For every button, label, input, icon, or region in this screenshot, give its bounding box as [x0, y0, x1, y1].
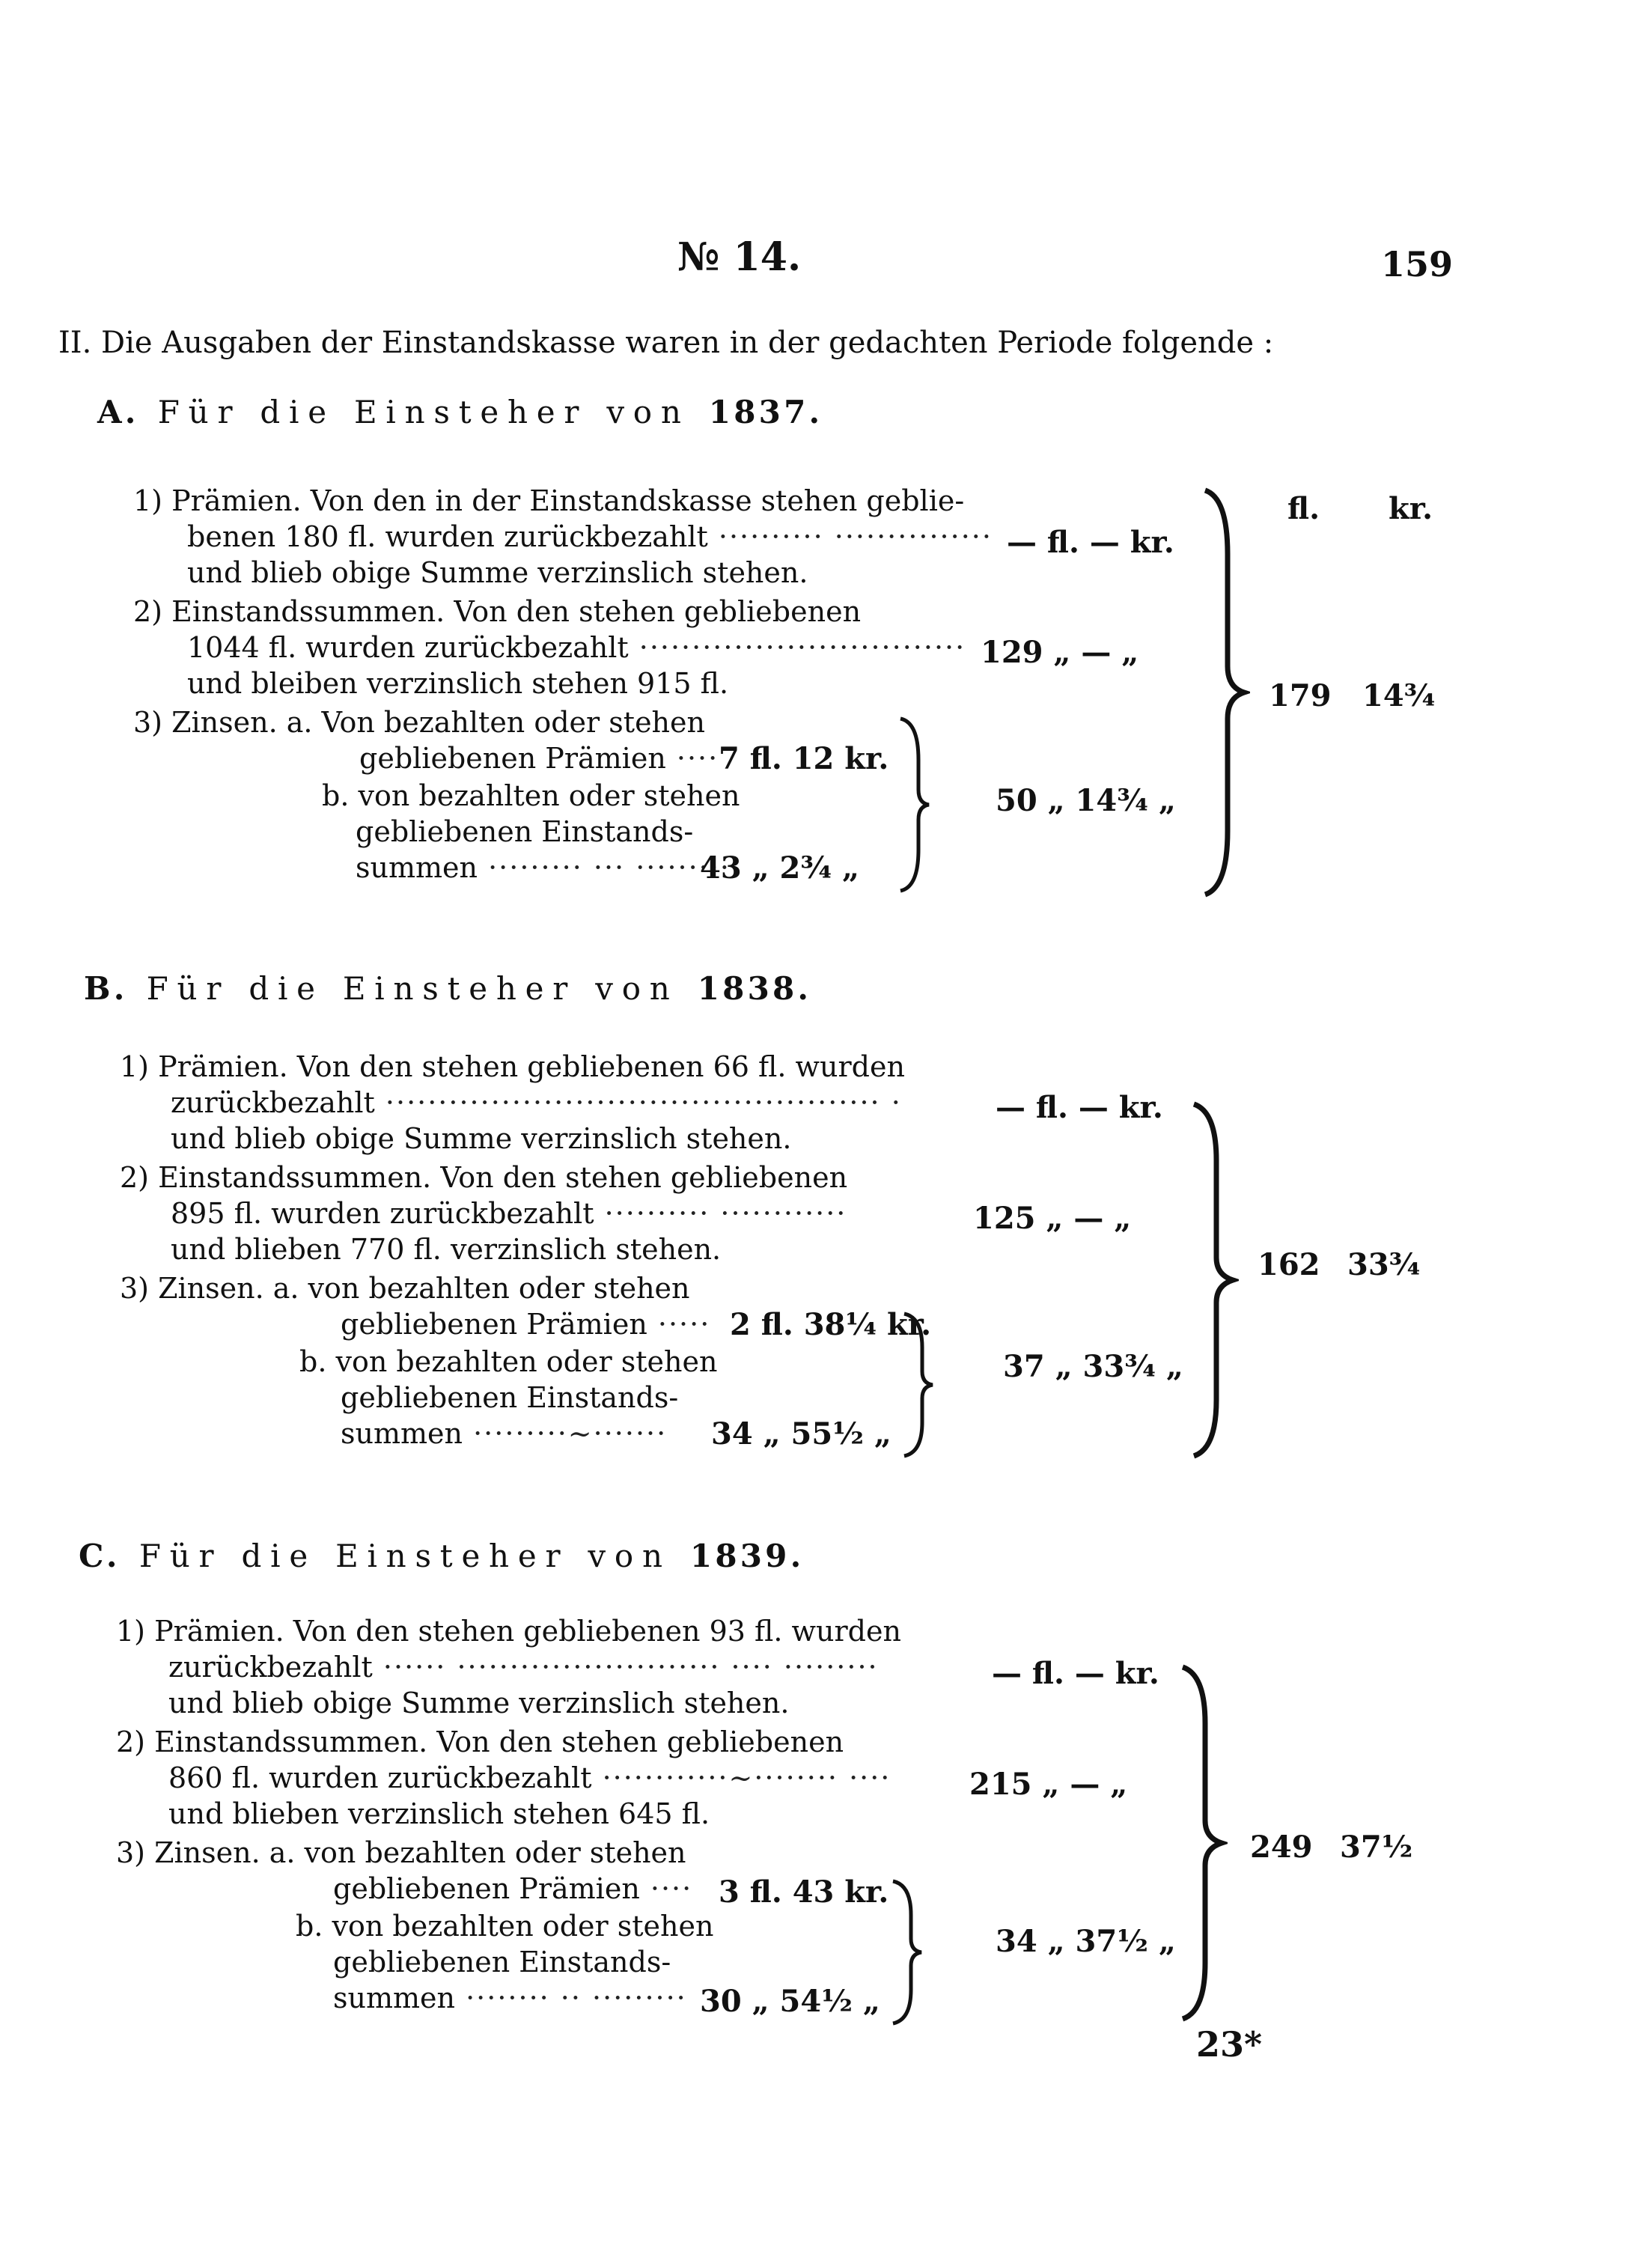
line: und blieb obige Summe verzinslich stehen. [168, 1687, 790, 1719]
line: und blieb obige Summe verzinslich stehen. [187, 556, 808, 589]
line: gebliebenen Prämien ····· [341, 1308, 711, 1341]
column-amount-3: 50 „ 14¾ „ [996, 783, 1176, 818]
line: 860 fl. wurden zurückbezahlt ············~········ ···· [168, 1761, 891, 1794]
sub-amount-b: 30 „ 54½ „ [700, 1984, 880, 2019]
total-fl: 179 [1269, 678, 1332, 713]
section-letter: C. [79, 1538, 121, 1574]
column-amount-1: — fl. — kr. [992, 1656, 1159, 1691]
total-kr: 37½ [1340, 1830, 1413, 1865]
line: und blieben 770 fl. verzinslich stehen. [171, 1233, 722, 1266]
line: gebliebenen Einstands- [333, 1946, 671, 1979]
line: 1044 fl. wurden zurückbezahlt ······························· [187, 631, 966, 664]
gazette-number: № 14. [677, 234, 802, 280]
line: 3) Zinsen. a. von bezahlten oder stehen [120, 1272, 690, 1305]
section-title-text: Für die Einsteher von [157, 394, 690, 430]
sub-amount-b: 43 „ 2¾ „ [700, 850, 860, 886]
column-amount-2: 125 „ — „ [973, 1201, 1132, 1236]
line: 1) Prämien. Von den stehen gebliebenen 93 fl. wurden [116, 1615, 901, 1648]
line: gebliebenen Einstands- [341, 1381, 679, 1414]
column-amount-3: 37 „ 33¾ „ [1003, 1349, 1183, 1384]
section-title [84, 970, 812, 1007]
total-fl: 162 [1258, 1247, 1320, 1282]
section-title [79, 1538, 805, 1574]
total-brace [1175, 1663, 1228, 2023]
total-header-kr: kr. [1389, 491, 1433, 526]
line: b. von bezahlten oder stehen [299, 1345, 718, 1378]
total-brace [1198, 487, 1250, 898]
line: und blieben verzinslich stehen 645 fl. [168, 1797, 710, 1830]
line: summen ········· ··· ········· [356, 851, 731, 884]
section-year: 1837. [708, 394, 823, 430]
intro-line: II. Die Ausgaben der Einstandskasse waren in der gedachten Periode folgende : [58, 326, 1274, 360]
line: und blieb obige Summe verzinslich stehen. [171, 1122, 792, 1155]
section-title-text: Für die Einsteher von [146, 970, 679, 1007]
sub-amount-a: 2 fl. 38¼ kr. [730, 1307, 932, 1342]
column-amount-2: 129 „ — „ [981, 635, 1139, 670]
line: 2) Einstandssummen. Von den stehen gebliebenen [120, 1161, 848, 1194]
line: zurückbezahlt ······ ························· ···· ········· [168, 1651, 879, 1684]
line: gebliebenen Einstands- [356, 815, 694, 848]
section-year: 1838. [697, 970, 812, 1007]
column-amount-1: — fl. — kr. [996, 1090, 1163, 1125]
column-amount-3: 34 „ 37½ „ [996, 1924, 1176, 1959]
line: zurückbezahlt ··············································· · [171, 1086, 902, 1119]
section-year: 1839. [689, 1538, 805, 1574]
page-number: 159 [1381, 244, 1454, 284]
line: 1) Prämien. Von den in der Einstandskasse stehen geblie- [133, 484, 965, 517]
line: 1) Prämien. Von den stehen gebliebenen 66 fl. wurden [120, 1050, 905, 1083]
total-kr: 14¾ [1362, 678, 1436, 713]
total-header-fl: fl. [1287, 491, 1320, 526]
line: 3) Zinsen. a. Von bezahlten oder stehen [133, 706, 705, 739]
section-letter: A. [97, 394, 139, 430]
line: und bleiben verzinslich stehen 915 fl. [187, 667, 729, 700]
signature-mark: 23* [1196, 2024, 1263, 2065]
column-amount-2: 215 „ — „ [969, 1767, 1128, 1802]
section-letter: B. [84, 970, 128, 1007]
sub-amount-a: 7 fl. 12 kr. [719, 741, 889, 776]
line: summen ········ ·· ········· [333, 1981, 687, 2014]
line: b. von bezahlten oder stehen [322, 779, 740, 812]
sub-brace [898, 1310, 936, 1460]
column-amount-1: — fl. — kr. [1007, 525, 1174, 560]
line: benen 180 fl. wurden zurückbezahlt ·········· ··············· [187, 520, 993, 553]
line: 3) Zinsen. a. von bezahlten oder stehen [116, 1836, 686, 1869]
total-fl: 249 [1250, 1830, 1313, 1865]
line: 895 fl. wurden zurückbezahlt ·········· ············ [171, 1197, 847, 1230]
section-title-text: Für die Einsteher von [138, 1538, 671, 1574]
line: gebliebenen Prämien ···· [359, 742, 719, 775]
sub-brace [894, 715, 932, 895]
line: gebliebenen Prämien ···· [333, 1872, 693, 1905]
total-kr: 33¾ [1347, 1247, 1421, 1282]
section-title [97, 394, 823, 430]
total-brace [1186, 1100, 1239, 1460]
line: 2) Einstandssummen. Von den stehen gebliebenen [116, 1725, 844, 1758]
line: 2) Einstandssummen. Von den stehen gebliebenen [133, 595, 862, 628]
sub-brace [887, 1877, 924, 2027]
sub-amount-a: 3 fl. 43 kr. [719, 1874, 889, 1910]
sub-amount-b: 34 „ 55½ „ [711, 1416, 891, 1452]
line: summen ·········~······· [341, 1417, 668, 1450]
line: b. von bezahlten oder stehen [296, 1910, 714, 1943]
